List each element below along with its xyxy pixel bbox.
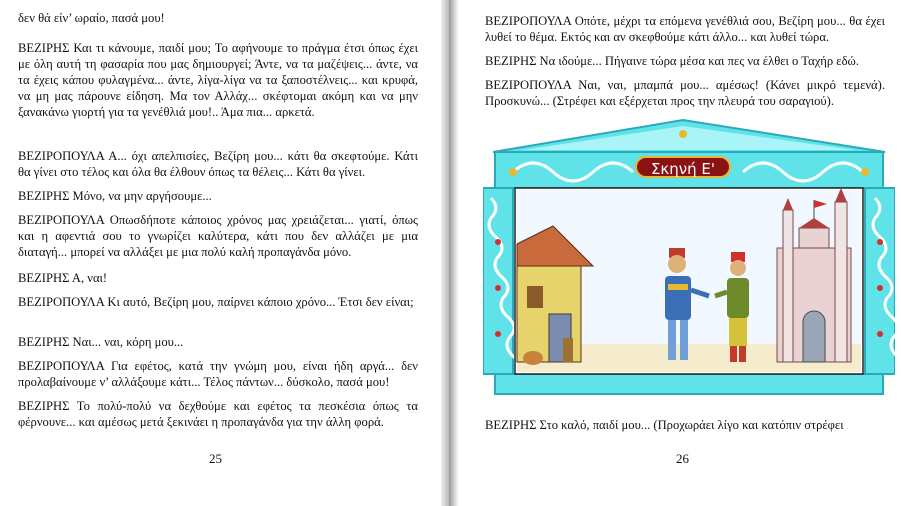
- left-paragraph-4: ΒΕΖΙΡΗΣ Μόνο, να μην αργήσουμε...: [18, 189, 212, 203]
- roof-ornament: [679, 130, 687, 138]
- theatre-base: [495, 374, 883, 394]
- castle-scenery: [777, 188, 851, 362]
- left-paragraph-9: ΒΕΖΙΡΟΠΟΥΛΑ Για εφέτος, κατά την γνώμη μου, είναι ήδη αργά... δεν προλαβαίνουμε ν’ αλλάξουμε κάτι... Τέλος πάντων... δύσκολο, πασά μου!: [18, 359, 418, 389]
- left-paragraph-5: ΒΕΖΙΡΟΠΟΥΛΑ Οπωσδήποτε κάποιος χρόνος μας χρειάζεται... γιατί, όπως και η αφεντιά σου το γνωρίζει καλύτερα, κάτι που δεν αλλάζει με μια διαταγή... μπορεί να αλλάξει με μια πολύ καλή προπαγάνδα μόνο.: [18, 213, 418, 259]
- right-page: [459, 0, 901, 506]
- right-paragraph-3: ΒΕΖΙΡΟΠΟΥΛΑ Ναι, ναι, μπαμπά μου... αμέσως! (Κάνει μικρό τεμενά). Προσκυνώ... (Στρέφει και εξέρχεται προς την πλευρά του σαραγιού).: [485, 78, 885, 108]
- scene-label: Σκηνή Ε': [635, 156, 731, 178]
- right-paragraph-4: ΒΕΖΙΡΗΣ Στο καλό, παιδί μου... (Προχωράει λίγο και κατόπιν στρέφει: [485, 418, 844, 432]
- left-paragraph-2: ΒΕΖΙΡΗΣ Και τι κάνουμε, παιδί μου; Το αφήνουμε το πράγμα έτσι όπως έχει με όλη αυτή τη φασαρία που μας δημιουργεί; Άντε, να τα μαζέψεις... άντε, να τα έχεις κάπου φυλαγμένα... άντε, λίγα-λίγα να τα ξαποστέλνεις... και κρυφά, να μη μας πάρουνε είδηση. Μα τον Αλλάχ... σκέφτομαι ακόμη και να μην ξανακάνω γιορτή για τα γενέθλιά μου!.. Άμα πια... αρκετά.: [18, 41, 418, 119]
- left-paragraph-10: ΒΕΖΙΡΗΣ Το πολύ-πολύ να δεχθούμε και εφέτος τα πεσκέσια όπως τα φέρνουνε... και αμέσως μετά ξεκινάει η προπαγάνδα για την άλλη φορά.: [18, 399, 418, 429]
- left-paragraph-1: δεν θά είν’ ωραίο, πασά μου!: [18, 11, 165, 25]
- right-paragraph-1: ΒΕΖΙΡΟΠΟΥΛΑ Οπότε, μέχρι τα επόμενα γενέθλιά σου, Βεζίρη μου... θα έχει λυθεί το θέμα. Εκτός και αν σκεφθούμε κάτι άλλο... και λυθεί τώρα.: [485, 14, 885, 44]
- left-paragraph-7: ΒΕΖΙΡΟΠΟΥΛΑ Κι αυτό, Βεζίρη μου, παίρνει κάποιο χρόνο... Έτσι δεν είναι;: [18, 295, 414, 309]
- page-number-left: 25: [209, 451, 222, 466]
- page-gutter-right: [449, 0, 459, 506]
- page-number-right: 26: [676, 451, 689, 466]
- right-paragraph-2: ΒΕΖΙΡΗΣ Να ιδούμε... Πήγαινε τώρα μέσα και πες να έλθει ο Ταχήρ εδώ.: [485, 54, 859, 68]
- left-paragraph-6: ΒΕΖΙΡΗΣ Α, ναι!: [18, 271, 108, 285]
- left-paragraph-3: ΒΕΖΙΡΟΠΟΥΛΑ Α... όχι απελπισίες, Βεζίρη μου... κάτι θα σκεφτούμε. Κάτι θα γίνει στο τέλος και όλα θα έλθουν όπως τα θέλεις... Κάτι θα γίνει.: [18, 149, 418, 179]
- left-page: [0, 0, 441, 506]
- puppet-theatre-illustration: [483, 118, 895, 396]
- left-paragraph-8: ΒΕΖΙΡΗΣ Ναι... ναι, κόρη μου...: [18, 335, 184, 349]
- page-gutter-left: [441, 0, 449, 506]
